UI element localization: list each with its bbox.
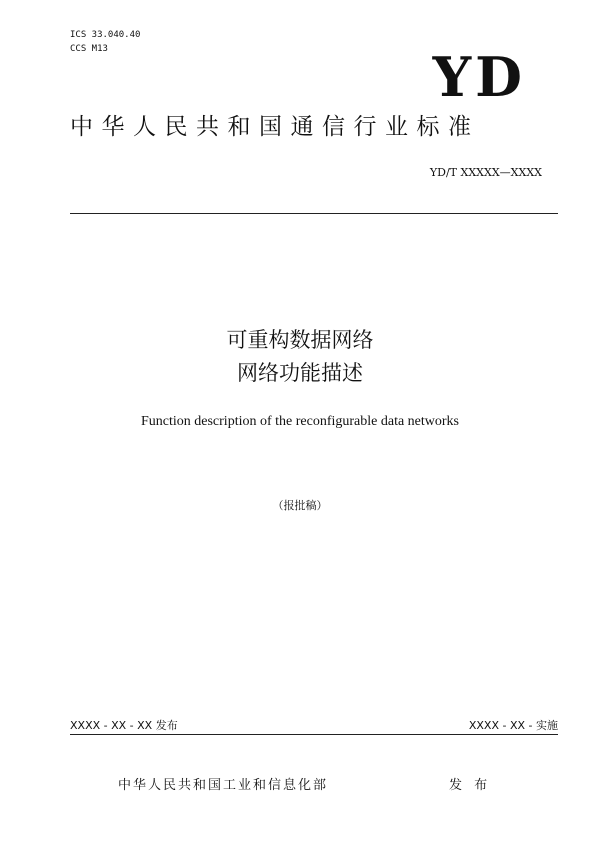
implement-date: XXXX - XX - 实施 bbox=[468, 719, 558, 732]
header-divider bbox=[70, 213, 558, 214]
classification-codes bbox=[70, 28, 140, 56]
footer-divider bbox=[70, 734, 558, 735]
chinese-title-line-1: 可重构数据网络 bbox=[226, 328, 374, 352]
english-title: Function description of the reconfigurable data networks bbox=[140, 414, 459, 429]
ics-code: ICS 33.040.40 bbox=[70, 30, 141, 40]
draft-status: （报批稿） bbox=[272, 499, 328, 512]
publish-date: XXXX - XX - XX 发布 bbox=[70, 719, 178, 732]
ccs-code: CCS M13 bbox=[70, 44, 108, 54]
issuing-authority: 中华人民共和国工业和信息化部 bbox=[118, 778, 329, 793]
chinese-title-line-2: 网络功能描述 bbox=[237, 361, 363, 385]
organization-title: 中华人民共和国通信行业标准 bbox=[70, 114, 480, 140]
issue-label: 发 布 bbox=[449, 778, 492, 793]
standard-number: YD/T XXXXX—XXXX bbox=[429, 166, 542, 179]
yd-logo: YD bbox=[432, 45, 526, 109]
